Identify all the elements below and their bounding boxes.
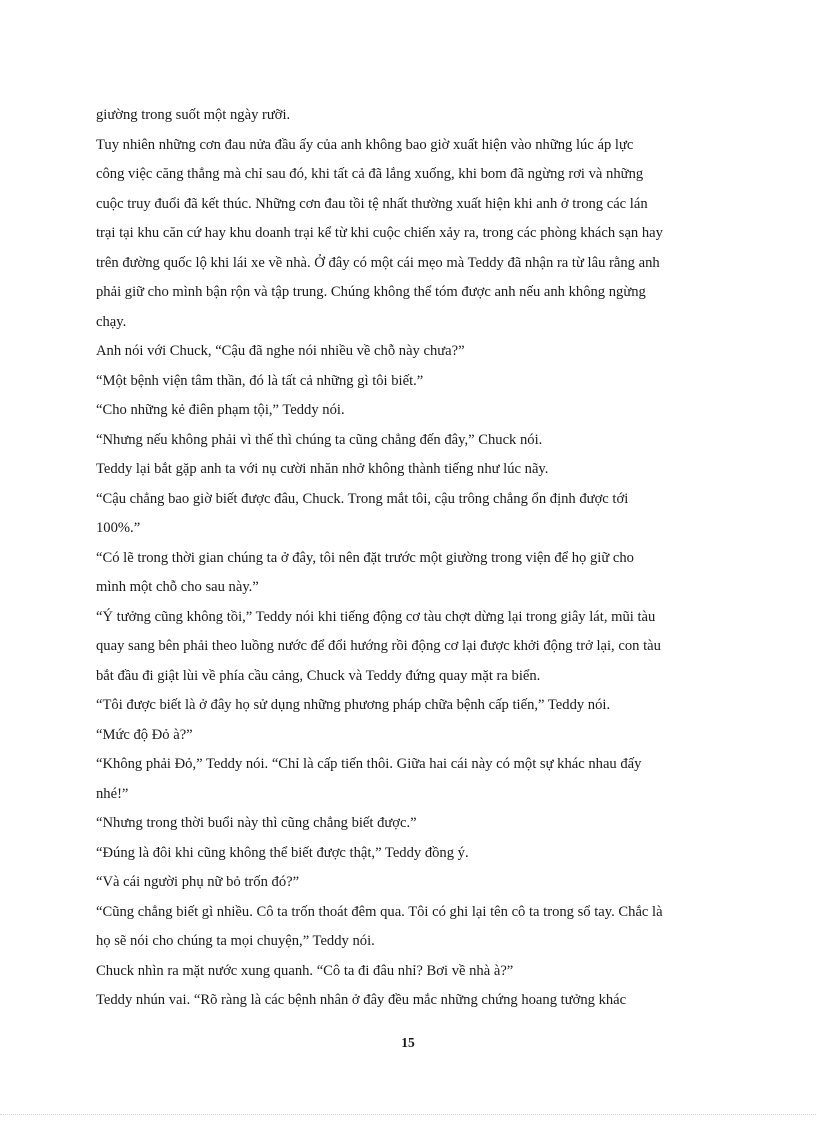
text-line: Teddy lại bắt gặp anh ta với nụ cười nhăn nhở không thành tiếng như lúc nãy. [96,461,549,477]
text-line: cuộc truy đuổi đã kết thúc. Những cơn đau tồi tệ nhất thường xuất hiện khi anh ở trong các lán [96,195,648,212]
text-line: mình một chỗ cho sau này.” [96,579,259,595]
text-line: quay sang bên phải theo luồng nước để đổi hướng rồi động cơ lại được khởi động trở lại, con tàu [96,638,661,654]
text-line: trại tại khu căn cứ hay khu doanh trại kể từ khi cuộc chiến xảy ra, trong các phòng khách sạn hay [96,225,663,241]
text-line: Teddy nhún vai. “Rõ ràng là các bệnh nhân ở đây đều mắc những chứng hoang tưởng khác [96,992,627,1008]
text-line: “Không phải Đỏ,” Teddy nói. “Chỉ là cấp tiến thôi. Giữa hai cái này có một sự khác nhau đấy [96,756,642,772]
text-line: Anh nói với Chuck, “Cậu đã nghe nói nhiều về chỗ này chưa?” [96,343,465,359]
text-line: 100%.” [96,520,141,536]
text-line: “Một bệnh viện tâm thần, đó là tất cả những gì tôi biết.” [96,372,424,389]
text-line: “Cho những kẻ điên phạm tội,” Teddy nói. [96,402,345,418]
text-line: “Nhưng nếu không phải vì thế thì chúng ta cũng chẳng đến đây,” Chuck nói. [96,431,543,448]
page-bottom-divider [0,1114,816,1115]
text-line: Chuck nhìn ra mặt nước xung quanh. “Cô ta đi đâu nhỉ? Bơi về nhà à?” [96,962,514,979]
text-line: chạy. [96,313,127,330]
text-line: “Nhưng trong thời buổi này thì cũng chẳng biết được.” [96,815,417,831]
page-number: 15 [401,1035,415,1050]
text-line: “Ý tưởng cũng không tồi,” Teddy nói khi tiếng động cơ tàu chợt dừng lại trong giây lát, mũi tàu [96,608,656,625]
text-line: Tuy nhiên những cơn đau nửa đầu ấy của anh không bao giờ xuất hiện vào những lúc áp lực [96,136,634,153]
text-line: “Tôi được biết là ở đây họ sử dụng những phương pháp chữa bệnh cấp tiến,” Teddy nói. [96,697,611,713]
text-line: họ sẽ nói cho chúng ta mọi chuyện,” Teddy nói. [96,933,375,949]
text-line: phải giữ cho mình bận rộn và tập trung. Chúng không thể tóm được anh nếu anh không ngừng [96,284,646,300]
text-line: “Có lẽ trong thời gian chúng ta ở đây, tôi nên đặt trước một giường trong viện để họ giữ cho [96,549,634,566]
text-line: giường trong suốt một ngày rưỡi. [96,107,291,123]
text-line: “Mức độ Đỏ à?” [96,726,193,743]
text-line: “Và cái người phụ nữ bỏ trốn đó?” [96,874,300,890]
text-line: nhé!” [96,785,129,802]
text-line: “Cũng chẳng biết gì nhiều. Cô ta trốn thoát đêm qua. Tôi có ghi lại tên cô ta trong sổ tay. Chắc là [96,903,663,920]
text-line: trên đường quốc lộ khi lái xe về nhà. Ở đây có một cái mẹo mà Teddy đã nhận ra từ lâu rằng anh [96,254,660,271]
text-line: công việc căng thẳng mà chỉ sau đó, khi tất cả đã lắng xuống, khi bom đã ngừng rơi và những [96,166,644,182]
text-line: “Đúng là đôi khi cũng không thể biết được thật,” Teddy đồng ý. [96,844,469,861]
body-text [96,101,718,1016]
text-line: bắt đầu đi giật lùi về phía cầu cảng, Chuck và Teddy đứng quay mặt ra biển. [96,667,541,684]
text-line: “Cậu chẳng bao giờ biết được đâu, Chuck. Trong mắt tôi, cậu trông chẳng ổn định được tới [96,490,629,507]
